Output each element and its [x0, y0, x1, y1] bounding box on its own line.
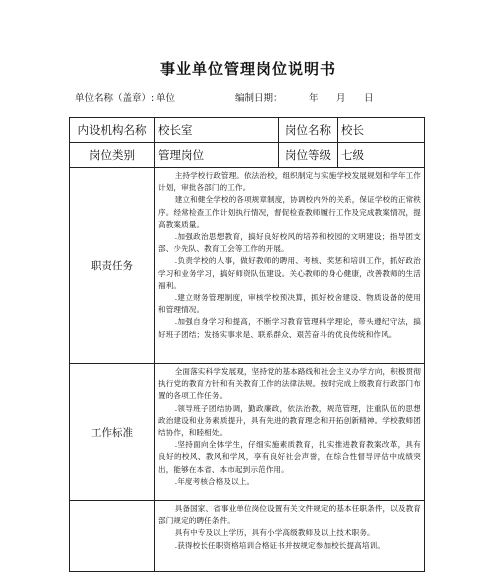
duty-paragraph: .加强自身学习和提高，不断学习教育管理科学理论，带头遵纪守法，搞好班子团结；发扬实事求是、联系群众、艰苦奋斗的优良传统和作风。 — [158, 317, 421, 339]
position-category-value: 管理岗位 — [155, 143, 279, 168]
dept-name-value: 校长室 — [155, 118, 279, 143]
standards-label: 工作标准 — [70, 364, 155, 501]
page-title: 事业单位管理岗位说明书 — [159, 60, 336, 78]
duty-paragraph: .加强政治思想教育，搞好良好校风的培养和校园的文明建设；指导团支部、少先队、教育工会等工作的开展。 — [158, 232, 421, 254]
position-category-label: 岗位类别 — [70, 143, 155, 168]
position-description-table — [69, 117, 425, 572]
table-row — [70, 364, 425, 501]
standard-paragraph: .年度考核合格及以上。 — [174, 476, 255, 486]
unit-name-value: 单位 — [156, 93, 176, 104]
date-year-label: 年 — [309, 93, 319, 104]
duty-paragraph: .负责学校的人事，做好教师的聘用、考核、奖惩和培训工作，抓好政治学习和业务学习，搞好师资队伍建设。关心教师的身心健康，改善教师的生活福利。 — [158, 256, 421, 290]
table-row — [70, 143, 425, 168]
position-name-label: 岗位名称 — [279, 118, 338, 143]
standard-paragraph: 全面落实科学发展观，坚持党的基本路线和社会主义办学方向，积极贯彻执行党的教育方针和有关教育工作的法律法规。按时完成上级教育行政部门布置的各项工作任务。 — [158, 367, 421, 401]
standard-paragraph: .领导班子团结协调，勤政廉政，依法治教，规范管理，注重队伍的思想政治建设和业务素质提升，具有先进的教育理念和开拓创新精神。学校教师团结协作，和睦相处。 — [158, 403, 421, 438]
position-level-label: 岗位等级 — [279, 143, 338, 168]
standards-content — [155, 364, 425, 501]
table-row — [70, 168, 425, 364]
compile-date-label: 编制日期： — [235, 93, 283, 104]
duty-paragraph: 建立和健全学校的各项规章制度，协调校内外的关系，保证学校的正常秩序。经常检查工作计划执行情况，督促检查教师履行工作及完成教案情况，提高教案质量。 — [158, 195, 421, 229]
duty-paragraph: 主持学校行政管理。依法治校，组织制定与实施学校发展规划和学年工作计划，审批各部门的工作。 — [158, 171, 421, 193]
qualification-paragraph: 具有中专及以上学历，具有小学高级教师及以上技术职务。 — [174, 528, 375, 538]
standard-paragraph: .坚持面向全体学生，仔细实施素质教育，扎实推进教育教案改革，具有良好的校风、教风和学风，享有良好社会声誉，在综合性督导评估中成绩突出，能够在本省、本市起到示范作用。 — [158, 440, 421, 474]
date-day-label: 日 — [364, 93, 374, 104]
date-month-label: 月 — [336, 93, 346, 104]
position-name-value: 校长 — [338, 118, 425, 143]
qualification-paragraph: .获得校长任职资格培训合格证书并按规定参加校长提高培训。 — [174, 540, 385, 550]
dept-name-label: 内设机构名称 — [70, 118, 155, 143]
duties-content — [155, 168, 425, 364]
position-level-value: 七级 — [338, 143, 425, 168]
qualification-paragraph: 具备国家、省事业单位岗位设置有关文件规定的基本任职条件，以及教育部门规定的聘任条件。 — [158, 504, 421, 526]
duty-paragraph: .建立财务管理制度，审核学校预决算，抓好校舍建设、物质设备的使用和管理情况。 — [158, 293, 421, 315]
duties-label: 职责任务 — [70, 168, 155, 364]
table-row — [70, 118, 425, 143]
unit-name-label: 单位名称（盖章）: — [75, 93, 155, 104]
